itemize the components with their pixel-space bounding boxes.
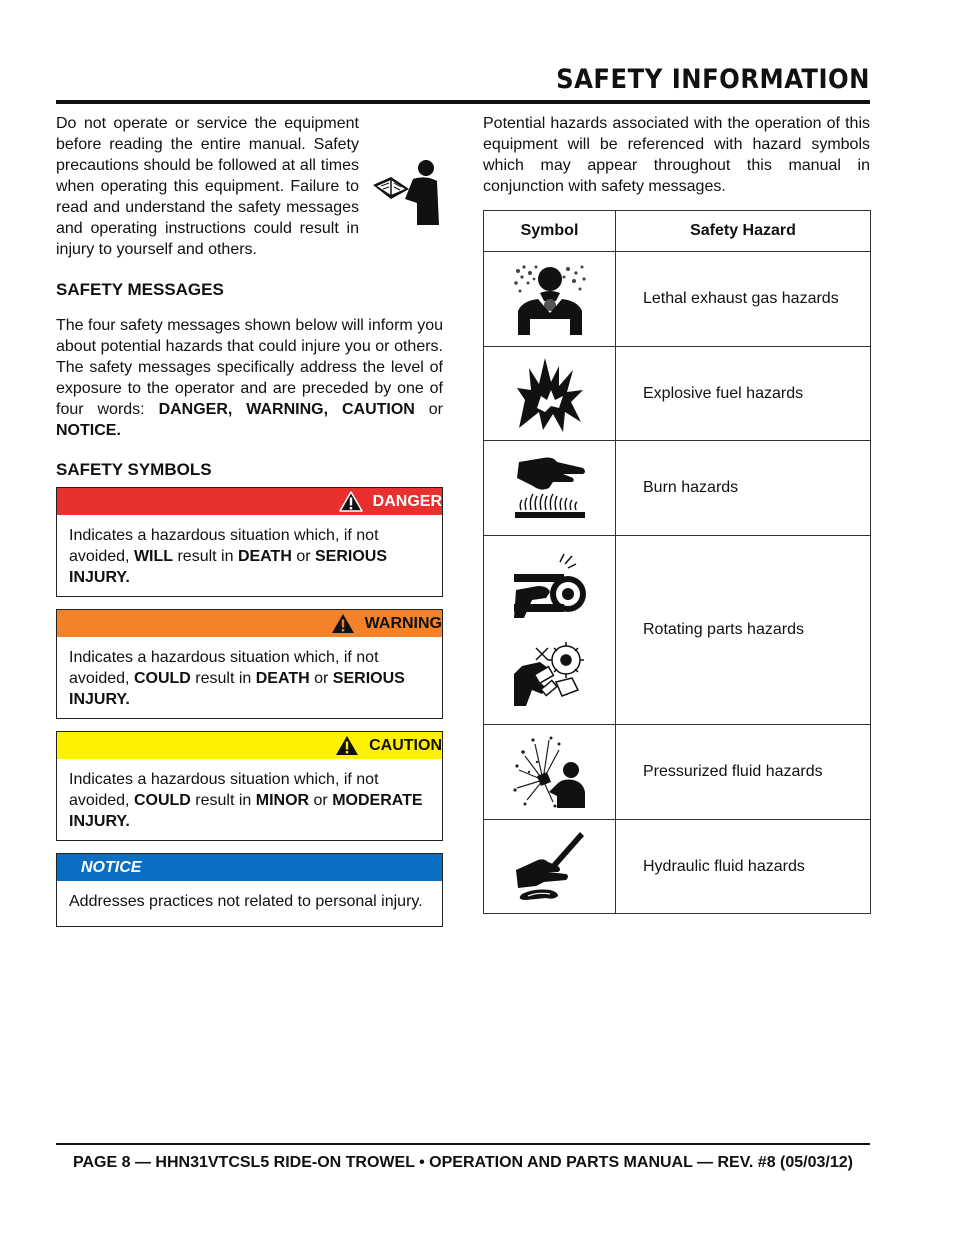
footer-rule xyxy=(56,1143,870,1145)
warning-triangle-icon xyxy=(335,735,359,756)
table-row xyxy=(484,347,871,441)
notice-header xyxy=(57,854,442,881)
symbol-cell xyxy=(484,725,616,820)
warning-header xyxy=(57,610,442,637)
hazard-table xyxy=(483,210,871,914)
hazard-cell: Lethal exhaust gas hazards xyxy=(616,252,871,347)
hazard-cell: Explosive fuel hazards xyxy=(616,347,871,441)
danger-message-box xyxy=(56,487,443,597)
safety-messages-text: The four safety messages shown below will inform you about potential hazards that could injure you or others. The safety messages specifically address the level of exposure to the operator and are preceded by one of four words: DANGER, WARNING, CAUTION or NOTICE. xyxy=(56,317,444,439)
table-row xyxy=(484,441,871,536)
hazard-column-header: Safety Hazard xyxy=(616,211,871,252)
pressurized-fluid-icon xyxy=(513,736,587,808)
danger-label: DANGER xyxy=(372,492,442,510)
danger-header xyxy=(57,488,442,515)
rotating-parts-icon xyxy=(512,550,588,710)
symbol-column-header: Symbol xyxy=(484,211,616,252)
safety-messages-heading: SAFETY MESSAGES xyxy=(56,280,224,299)
intro-block xyxy=(56,113,443,260)
warning-message-box xyxy=(56,609,443,719)
burn-hand-icon xyxy=(513,454,587,522)
hazard-cell: Burn hazards xyxy=(616,441,871,536)
notice-label: NOTICE xyxy=(81,858,142,876)
table-row xyxy=(484,725,871,820)
hazard-cell: Pressurized fluid hazards xyxy=(616,725,871,820)
page-title: SAFETY INFORMATION xyxy=(556,64,870,95)
right-column xyxy=(483,113,870,914)
hazards-intro-text: Potential hazards associated with the operation of this equipment will be referenced with hazard symbols which may appear throughout this manual in conjunction with safety messages. xyxy=(483,115,870,195)
intro-text: Do not operate or service the equipment before reading the entire manual. Safety precautions should be followed at all times when operating this equipment. Failure to read and understand the safety messages and operating instructions could result in injury to yourself and others. xyxy=(56,115,359,258)
caution-label: CAUTION xyxy=(369,736,442,754)
danger-text: Indicates a hazardous situation which, if not avoided, WILL result in DEATH or SERIOUS INJURY. xyxy=(69,527,388,586)
warning-triangle-icon xyxy=(339,491,363,512)
table-header-row xyxy=(484,211,871,252)
hazard-cell: Rotating parts hazards xyxy=(616,536,871,725)
caution-header xyxy=(57,732,442,759)
safety-symbols-heading: SAFETY SYMBOLS xyxy=(56,460,212,479)
hydraulic-fluid-icon xyxy=(514,830,586,904)
exhaust-gas-icon xyxy=(512,263,588,335)
symbol-cell xyxy=(484,820,616,914)
caution-message-box xyxy=(56,731,443,841)
notice-message-box xyxy=(56,853,443,927)
explosion-icon xyxy=(515,356,585,432)
table-row xyxy=(484,536,871,725)
notice-text: Addresses practices not related to personal injury. xyxy=(69,893,423,910)
warning-triangle-icon xyxy=(331,613,355,634)
warning-label: WARNING xyxy=(364,614,442,632)
hazard-cell: Hydraulic fluid hazards xyxy=(616,820,871,914)
left-column xyxy=(56,113,443,939)
warning-text: Indicates a hazardous situation which, if not avoided, COULD result in DEATH or SERIOUS INJURY. xyxy=(69,649,405,708)
read-manual-icon xyxy=(369,159,443,225)
symbol-cell xyxy=(484,441,616,536)
symbol-cell xyxy=(484,347,616,441)
symbol-cell xyxy=(484,536,616,725)
caution-text: Indicates a hazardous situation which, if not avoided, COULD result in MINOR or MODERATE INJURY. xyxy=(69,771,423,830)
table-row xyxy=(484,252,871,347)
symbol-cell xyxy=(484,252,616,347)
title-rule xyxy=(56,100,870,104)
table-row xyxy=(484,820,871,914)
page-footer: PAGE 8 — HHN31VTCSL5 RIDE-ON TROWEL • OPERATION AND PARTS MANUAL — REV. #8 (05/03/12) xyxy=(73,1154,853,1171)
